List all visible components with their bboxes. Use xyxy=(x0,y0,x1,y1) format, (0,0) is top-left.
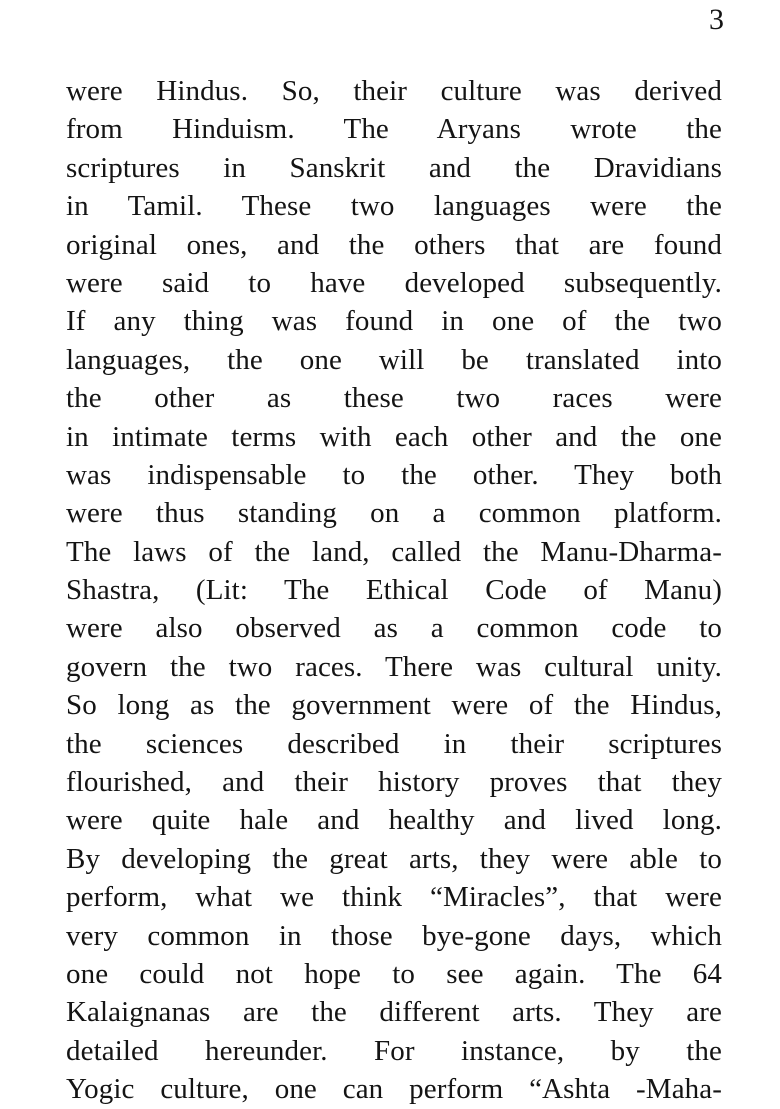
text-line: one could not hope to see again. The 64 xyxy=(66,957,722,990)
text-line: By developing the great arts, they were able to xyxy=(66,842,722,875)
body-text xyxy=(66,72,722,1109)
text-line: were said to have developed subsequently. xyxy=(66,266,722,299)
text-line: were thus standing on a common platform. xyxy=(66,497,722,530)
text-line: were Hindus. So, their culture was derived xyxy=(66,75,722,107)
text-line: were quite hale and healthy and lived long. xyxy=(66,804,722,837)
text-line: were also observed as a common code to xyxy=(66,612,722,645)
text-line: If any thing was found in one of the two xyxy=(66,305,722,338)
text-line: perform, what we think “Miracles”, that were xyxy=(66,881,722,914)
text-line: in Tamil. These two languages were the xyxy=(66,190,722,223)
text-line: So long as the government were of the Hindus, xyxy=(66,689,722,722)
text-line: detailed hereunder. For instance, by the xyxy=(66,1034,722,1067)
text-line: in intimate terms with each other and the one xyxy=(66,420,722,453)
text-line: govern the two races. There was cultural unity. xyxy=(66,650,722,683)
page-number: 3 xyxy=(709,3,724,36)
text-line: Yogic culture, one can perform “Ashta -Maha- xyxy=(66,1073,722,1106)
text-line: original ones, and the others that are found xyxy=(66,228,722,261)
text-line: Shastra, (Lit: The Ethical Code of Manu) xyxy=(66,574,722,607)
text-line: from Hinduism. The Aryans wrote the xyxy=(66,113,722,146)
text-line: the sciences described in their scriptures xyxy=(66,727,722,760)
text-line: languages, the one will be translated into xyxy=(66,343,722,376)
text-line: very common in those bye-gone days, which xyxy=(66,919,722,952)
text-line: the other as these two races were xyxy=(66,382,722,415)
text-line: scriptures in Sanskrit and the Dravidians xyxy=(66,151,722,184)
text-line: Kalaignanas are the different arts. They are xyxy=(66,996,722,1029)
text-line: was indispensable to the other. They both xyxy=(66,458,722,491)
text-line: flourished, and their history proves that they xyxy=(66,766,722,799)
text-line: The laws of the land, called the Manu-Dharma- xyxy=(66,535,722,568)
